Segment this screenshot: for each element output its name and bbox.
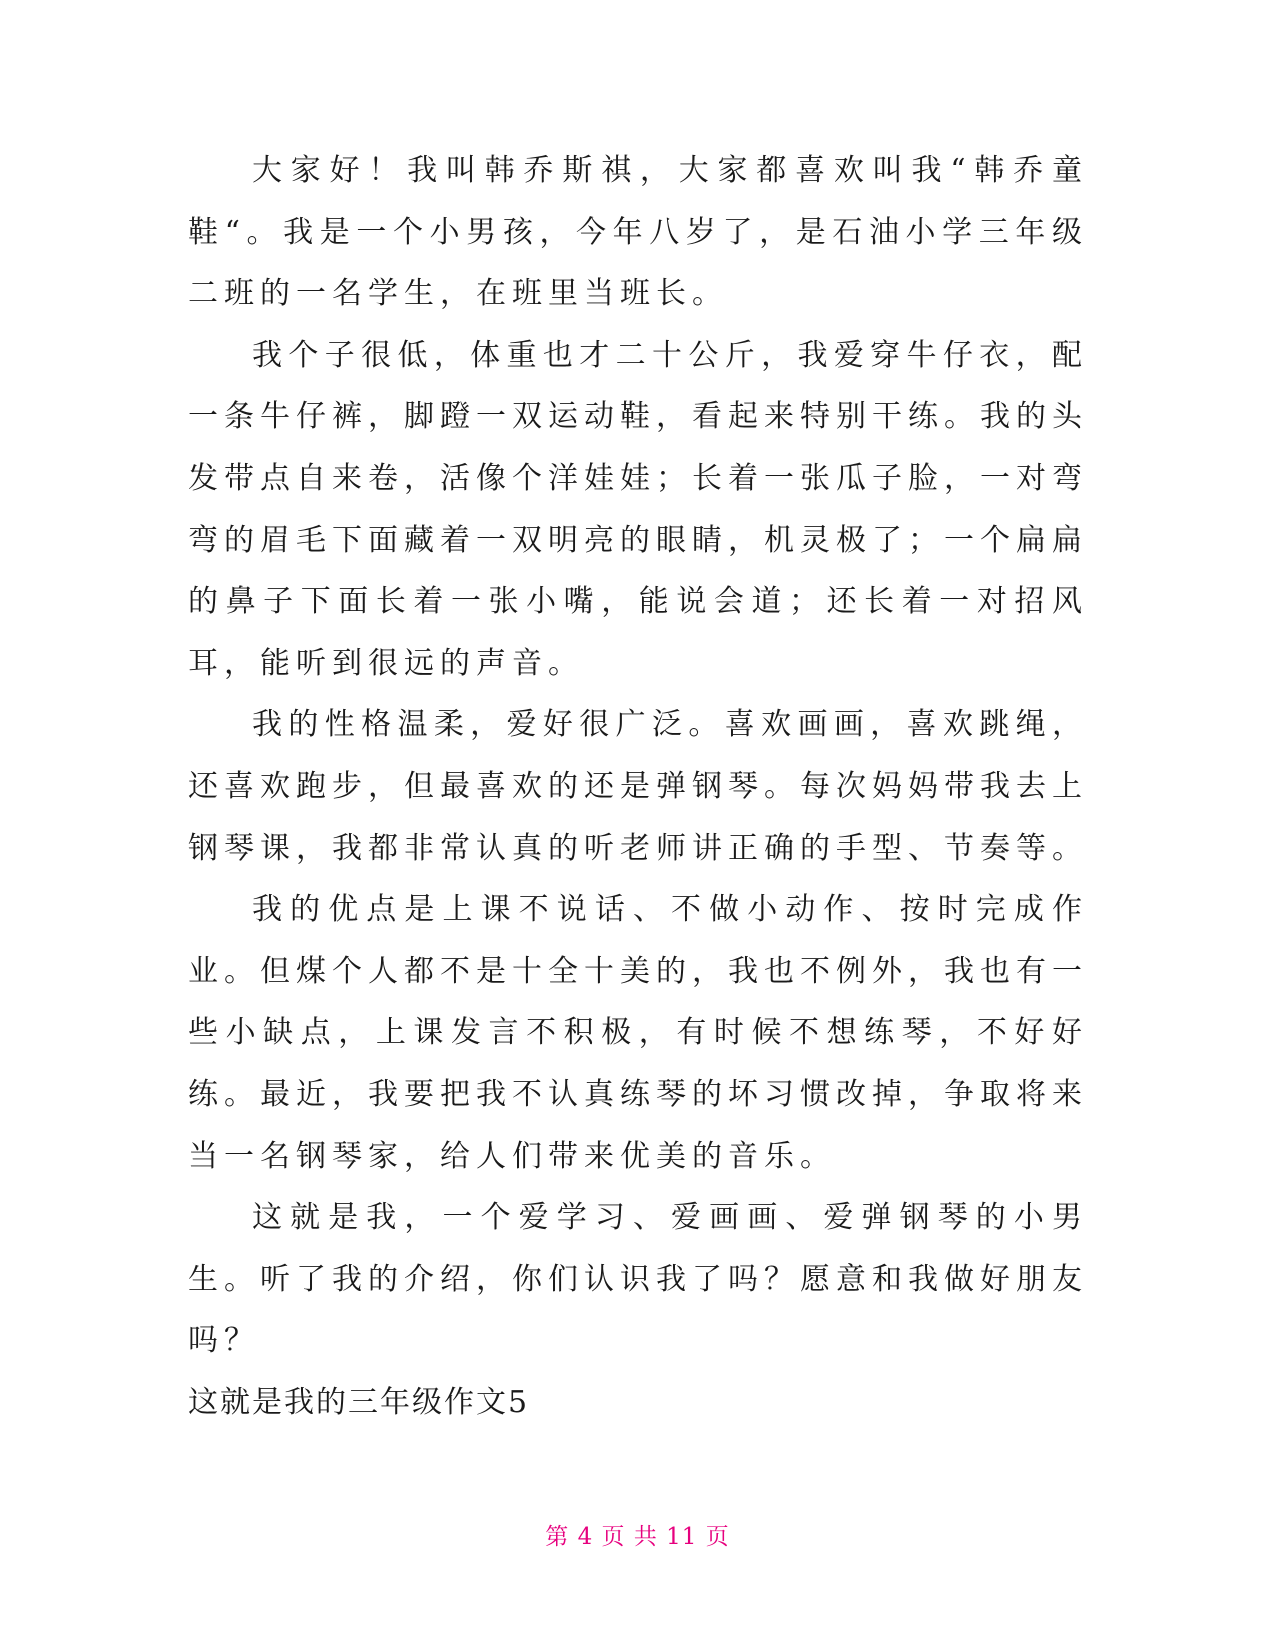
paragraph-intro: 大家好！我叫韩乔斯祺，大家都喜欢叫我“韩乔童鞋“。我是一个小男孩，今年八岁了，是石油小学三年级二班的一名学生，在班里当班长。 — [188, 153, 1088, 312]
paragraph-hobbies: 我的性格温柔，爱好很广泛。喜欢画画，喜欢跳绳，还喜欢跑步，但最喜欢的还是弹钢琴。每次妈妈带我去上钢琴课，我都非常认真的听老师讲正确的手型、节奏等。 — [188, 707, 1088, 866]
next-essay-title: 这就是我的三年级作文5 — [188, 1384, 530, 1420]
paragraph-appearance: 我个子很低，体重也才二十公斤，我爱穿牛仔衣，配一条牛仔裤，脚蹬一双运动鞋，看起来特别干练。我的头发带点自来卷，活像个洋娃娃；长着一张瓜子脸，一对弯弯的眉毛下面藏着一双明亮的眼睛，机灵极了；一个扁扁的鼻子下面长着一张小嘴，能说会道；还长着一对招风耳，能听到很远的声音。 — [188, 337, 1088, 681]
paragraph-strengths: 我的优点是上课不说话、不做小动作、按时完成作业。但煤个人都不是十全十美的，我也不例外，我也有一些小缺点，上课发言不积极，有时候不想练琴，不好好练。最近，我要把我不认真练琴的坏习惯改掉，争取将来当一名钢琴家，给人们带来优美的音乐。 — [188, 892, 1088, 1174]
paragraph-closing: 这就是我，一个爱学习、爱画画、爱弹钢琴的小男生。听了我的介绍，你们认识我了吗？愿意和我做好朋友吗？ — [188, 1200, 1088, 1359]
essay-body — [188, 140, 1088, 1434]
page-number-footer: 第 4 页 共 11 页 — [545, 1524, 730, 1550]
